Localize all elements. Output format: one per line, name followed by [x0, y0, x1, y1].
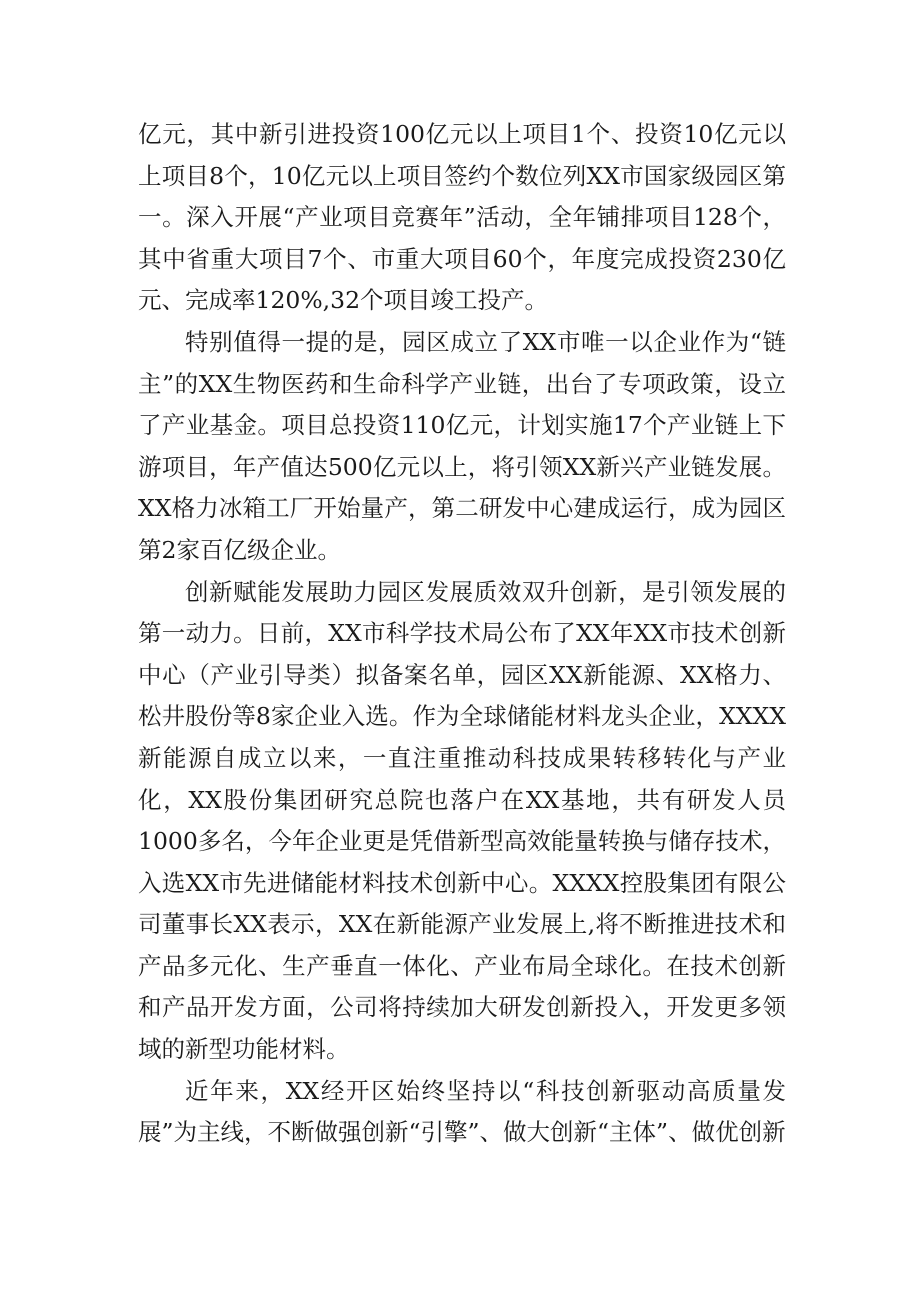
paragraph: 近年来，XX经开区始终坚持以“科技创新驱动高质量发展”为主线，不断做强创新“引擎”、做大创新“主体”、做优创新 — [138, 1076, 786, 1147]
document-body — [138, 114, 786, 1154]
paragraph-continued: 亿元，其中新引进投资100亿元以上项目1个、投资10亿元以上项目8个，10亿元以上项目签约个数位列XX市国家级园区第一。深入开展“产业项目竞赛年”活动，全年铺排项目128个，其中省重大项目7个、市重大项目60个，年度完成投资230亿元、完成率120%,32个项目竣工投产。 — [138, 120, 786, 315]
paragraph: 创新赋能发展助力园区发展质效双升创新，是引领发展的第一动力。日前，XX市科学技术局公布了XX年XX市技术创新中心（产业引导类）拟备案名单，园区XX新能源、XX格力、松井股份等8家企业入选。作为全球储能材料龙头企业，XXXX新能源自成立以来，一直注重推动科技成果转移转化与产业化，XX股份集团研究总院也落户在XX基地，共有研发人员1000多名，今年企业更是凭借新型高效能量转换与储存技术，入选XX市先进储能材料技术创新中心。XXXX控股集团有限公司董事长XX表示，XX在新能源产业发展上,将不断推进技术和产品多元化、生产垂直一体化、产业布局全球化。在技术创新和产品开发方面，公司将持续加大研发创新投入，开发更多领域的新型功能材料。 — [138, 577, 786, 1064]
paragraph: 特别值得一提的是，园区成立了XX市唯一以企业作为“链主”的XX生物医药和生命科学产业链，出台了专项政策，设立了产业基金。项目总投资110亿元，计划实施17个产业链上下游项目，年产值达500亿元以上，将引领XX新兴产业链发展。XX格力冰箱工厂开始量产，第二研发中心建成运行，成为园区第2家百亿级企业。 — [138, 327, 786, 564]
